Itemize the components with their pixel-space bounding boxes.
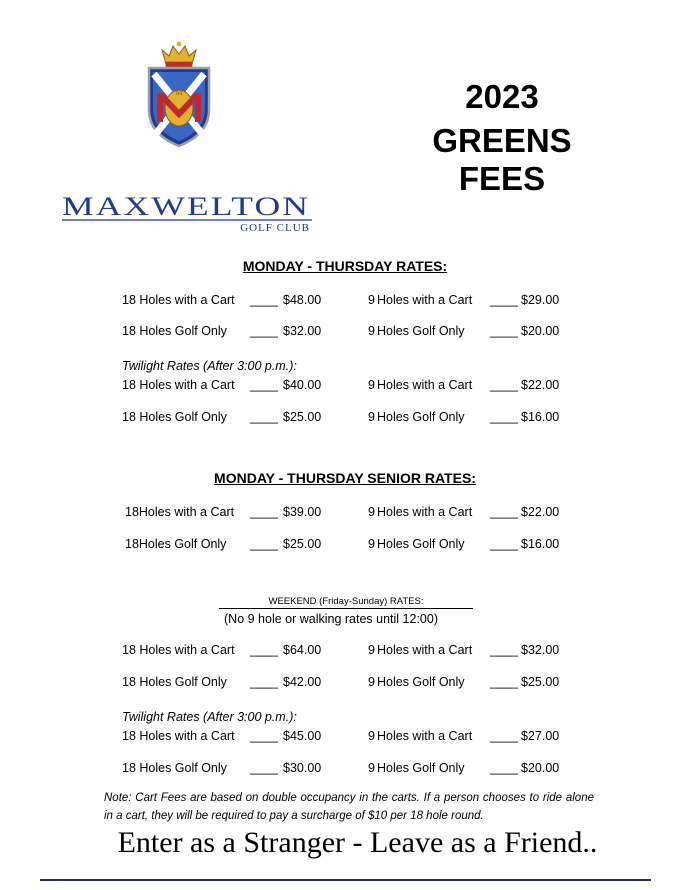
title-year: 2023	[465, 78, 539, 115]
rate-price: $48.00	[283, 293, 322, 307]
rate-holes: 9	[368, 378, 375, 392]
rate-price: $25.00	[283, 537, 322, 551]
rate-holes: 9	[368, 324, 375, 338]
title-line-fees: FEES	[458, 160, 546, 197]
wordmark-name: MAXWELTON	[62, 193, 310, 221]
rate-price: $16.00	[521, 537, 560, 551]
rate-blank: ____	[250, 643, 278, 657]
rate-label: 18 Holes Golf Only	[122, 324, 227, 338]
rate-price: $64.00	[283, 643, 322, 657]
rate-price: $20.00	[521, 324, 560, 338]
crest-monogram: M	[175, 88, 183, 97]
rate-label: 18Holes with a Cart	[125, 505, 235, 519]
rate-price: $32.00	[283, 324, 322, 338]
senior-heading: MONDAY - THURSDAY SENIOR RATES:	[214, 470, 476, 486]
rate-price: $20.00	[521, 761, 560, 775]
rate-label: 18 Holes Golf Only	[122, 675, 227, 689]
rate-label: Holes with a Cart	[377, 505, 473, 519]
rate-blank: ____	[490, 505, 518, 519]
rate-label: 18Holes Golf Only	[125, 537, 227, 551]
rate-holes: 9	[368, 293, 375, 307]
rate-label: 18 Holes Golf Only	[122, 761, 227, 775]
rate-price: $32.00	[521, 643, 560, 657]
rate-holes: 9	[368, 410, 375, 424]
rate-label: Holes Golf Only	[377, 410, 465, 424]
rate-price: $30.00	[283, 761, 322, 775]
rate-label: 18 Holes Golf Only	[122, 410, 227, 424]
maxwelton-crest-icon	[146, 38, 212, 148]
weekend-subheading: (No 9 hole or walking rates until 12:00)	[224, 612, 439, 626]
rate-price: $45.00	[283, 729, 322, 743]
weekday-heading: MONDAY - THURSDAY RATES:	[242, 258, 448, 274]
rate-holes: 9	[368, 729, 375, 743]
cart-fee-note: Note: Cart Fees are based on double occupancy in the carts. If a person chooses to ride alone in a cart, they will be required to pay a surcharge of $10 per 18 hole round.	[104, 792, 594, 822]
rate-blank: ____	[250, 410, 278, 424]
rate-blank: ____	[490, 643, 518, 657]
rate-holes: 9	[368, 537, 375, 551]
club-motto: Enter as a Stranger - Leave as a Friend..	[117, 826, 598, 859]
rate-label: 18 Holes with a Cart	[122, 643, 235, 657]
rate-blank: ____	[250, 378, 278, 392]
rate-price: $42.00	[283, 675, 322, 689]
rate-holes: 9	[368, 675, 375, 689]
rate-holes: 9	[368, 505, 375, 519]
rate-blank: ____	[490, 378, 518, 392]
rate-blank: ____	[250, 537, 278, 551]
rate-holes: 9	[368, 643, 375, 657]
rate-label: Holes Golf Only	[377, 761, 465, 775]
rate-label: 18 Holes with a Cart	[122, 378, 235, 392]
rate-label: 18 Holes with a Cart	[122, 729, 235, 743]
rate-label: Holes with a Cart	[377, 643, 473, 657]
rate-blank: ____	[490, 537, 518, 551]
rate-price: $22.00	[521, 505, 560, 519]
rate-blank: ____	[250, 675, 278, 689]
rate-blank: ____	[490, 293, 518, 307]
maxwelton-wordmark	[62, 193, 312, 233]
rate-blank: ____	[250, 293, 278, 307]
rate-blank: ____	[250, 324, 278, 338]
rate-label: Holes Golf Only	[377, 537, 465, 551]
rate-price: $25.00	[521, 675, 560, 689]
rate-price: $29.00	[521, 293, 560, 307]
twilight-label: Twilight Rates (After 3:00 p.m.):	[122, 359, 297, 373]
rate-price: $16.00	[521, 410, 560, 424]
footer-rule	[40, 879, 651, 881]
rate-blank: ____	[490, 675, 518, 689]
rate-label: Holes with a Cart	[377, 293, 473, 307]
twilight-label: Twilight Rates (After 3:00 p.m.):	[122, 710, 297, 724]
rate-price: $25.00	[283, 410, 322, 424]
rate-label: Holes with a Cart	[377, 729, 473, 743]
rate-price: $39.00	[283, 505, 322, 519]
rate-price: $27.00	[521, 729, 560, 743]
rate-blank: ____	[250, 729, 278, 743]
rate-price: $40.00	[283, 378, 322, 392]
rate-price: $22.00	[521, 378, 560, 392]
rate-label: 18 Holes with a Cart	[122, 293, 235, 307]
wordmark-subtitle: GOLF CLUB	[240, 222, 310, 233]
rate-label: Holes Golf Only	[377, 324, 465, 338]
rate-blank: ____	[490, 410, 518, 424]
rate-blank: ____	[250, 505, 278, 519]
rate-blank: ____	[490, 729, 518, 743]
rate-blank: ____	[490, 324, 518, 338]
rate-blank: ____	[490, 761, 518, 775]
weekend-heading: WEEKEND (Friday-Sunday) RATES:	[219, 596, 473, 609]
rate-holes: 9	[368, 761, 375, 775]
rate-blank: ____	[250, 761, 278, 775]
rate-label: Holes with a Cart	[377, 378, 473, 392]
rate-label: Holes Golf Only	[377, 675, 465, 689]
title-line-greens: GREENS	[432, 122, 572, 159]
